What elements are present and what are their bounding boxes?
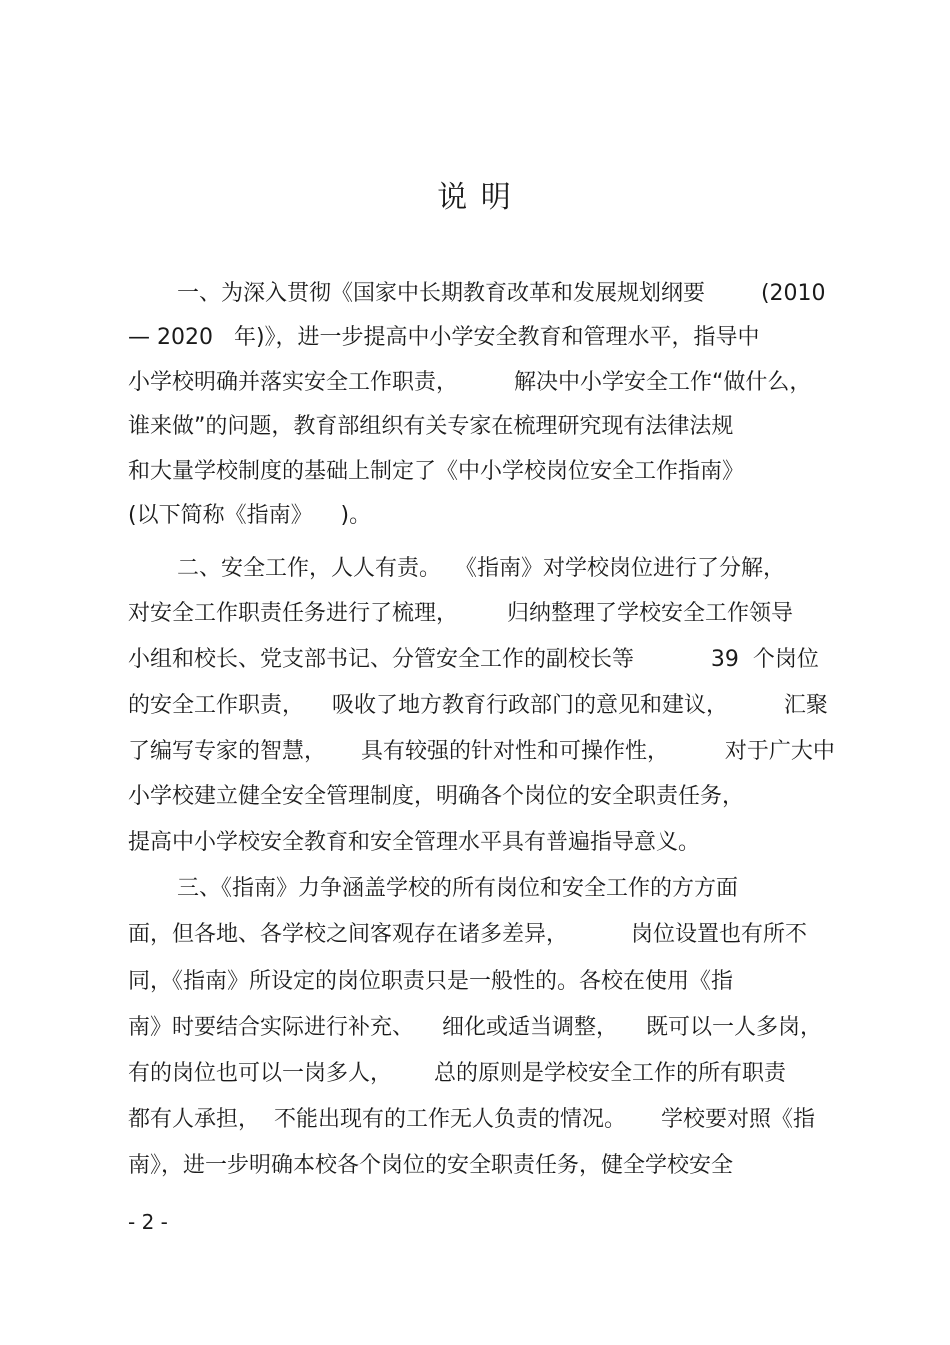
text-line-14: 三、《指南》力争涵盖学校的所有岗位和安全工作的方方面 (177, 876, 739, 901)
text-line-9: 小组和校长、党支部书记、分管安全工作的副校长等 39 个岗位 (128, 647, 819, 672)
text-line-7: 二、安全工作，人人有责。 《指南》对学校岗位进行了分解， (177, 556, 785, 581)
page-number: - 2 - (128, 1210, 168, 1234)
text-line-19: 都有人承担， 不能出现有的工作无人负责的情况。 学校要对照《指 (128, 1107, 815, 1132)
text-line-4: 谁来做”的问题，教育部组织有关专家在梳理研究现有法律法规 (128, 414, 734, 439)
text-line-8: 对安全工作职责任务进行了梳理， 归纳整理了学校安全工作领导 (128, 601, 793, 626)
text-line-13: 提高中小学校安全教育和安全管理水平具有普遍指导意义。 (128, 830, 701, 855)
text-line-12: 小学校建立健全安全管理制度，明确各个岗位的安全职责任务， (128, 784, 745, 809)
text-line-1: 一、为深入贯彻《国家中长期教育改革和发展规划纲要 (2010 (177, 281, 826, 306)
text-line-17: 南》时要结合实际进行补充、 细化或适当调整， 既可以一人多岗， (128, 1015, 822, 1040)
text-line-6: (以下简称《指南》 )。 (128, 503, 372, 528)
text-line-3: 小学校明确并落实安全工作职责， 解决中小学安全工作“做什么， (128, 370, 812, 395)
text-line-11: 了编写专家的智慧， 具有较强的针对性和可操作性， 对于广大中 (128, 739, 835, 764)
text-line-15: 面，但各地、各学校之间客观存在诸多差异， 岗位设置也有所不 (128, 922, 807, 947)
text-line-10: 的安全工作职责， 吸收了地方教育行政部门的意见和建议， 汇聚 (128, 693, 828, 718)
text-line-18: 有的岗位也可以一岗多人， 总的原则是学校安全工作的所有职责 (128, 1061, 786, 1086)
page-title: 说 明 (437, 180, 513, 215)
text-line-16: 同，《指南》所设定的岗位职责只是一般性的。各校在使用《指 (128, 969, 734, 994)
text-line-5: 和大量学校制度的基础上制定了《中小学校岗位安全工作指南》 (128, 459, 745, 484)
text-line-20: 南》，进一步明确本校各个岗位的安全职责任务，健全学校安全 (128, 1153, 734, 1178)
text-line-2: — 2020 年)》，进一步提高中小学安全教育和管理水平，指导中 (128, 325, 760, 350)
